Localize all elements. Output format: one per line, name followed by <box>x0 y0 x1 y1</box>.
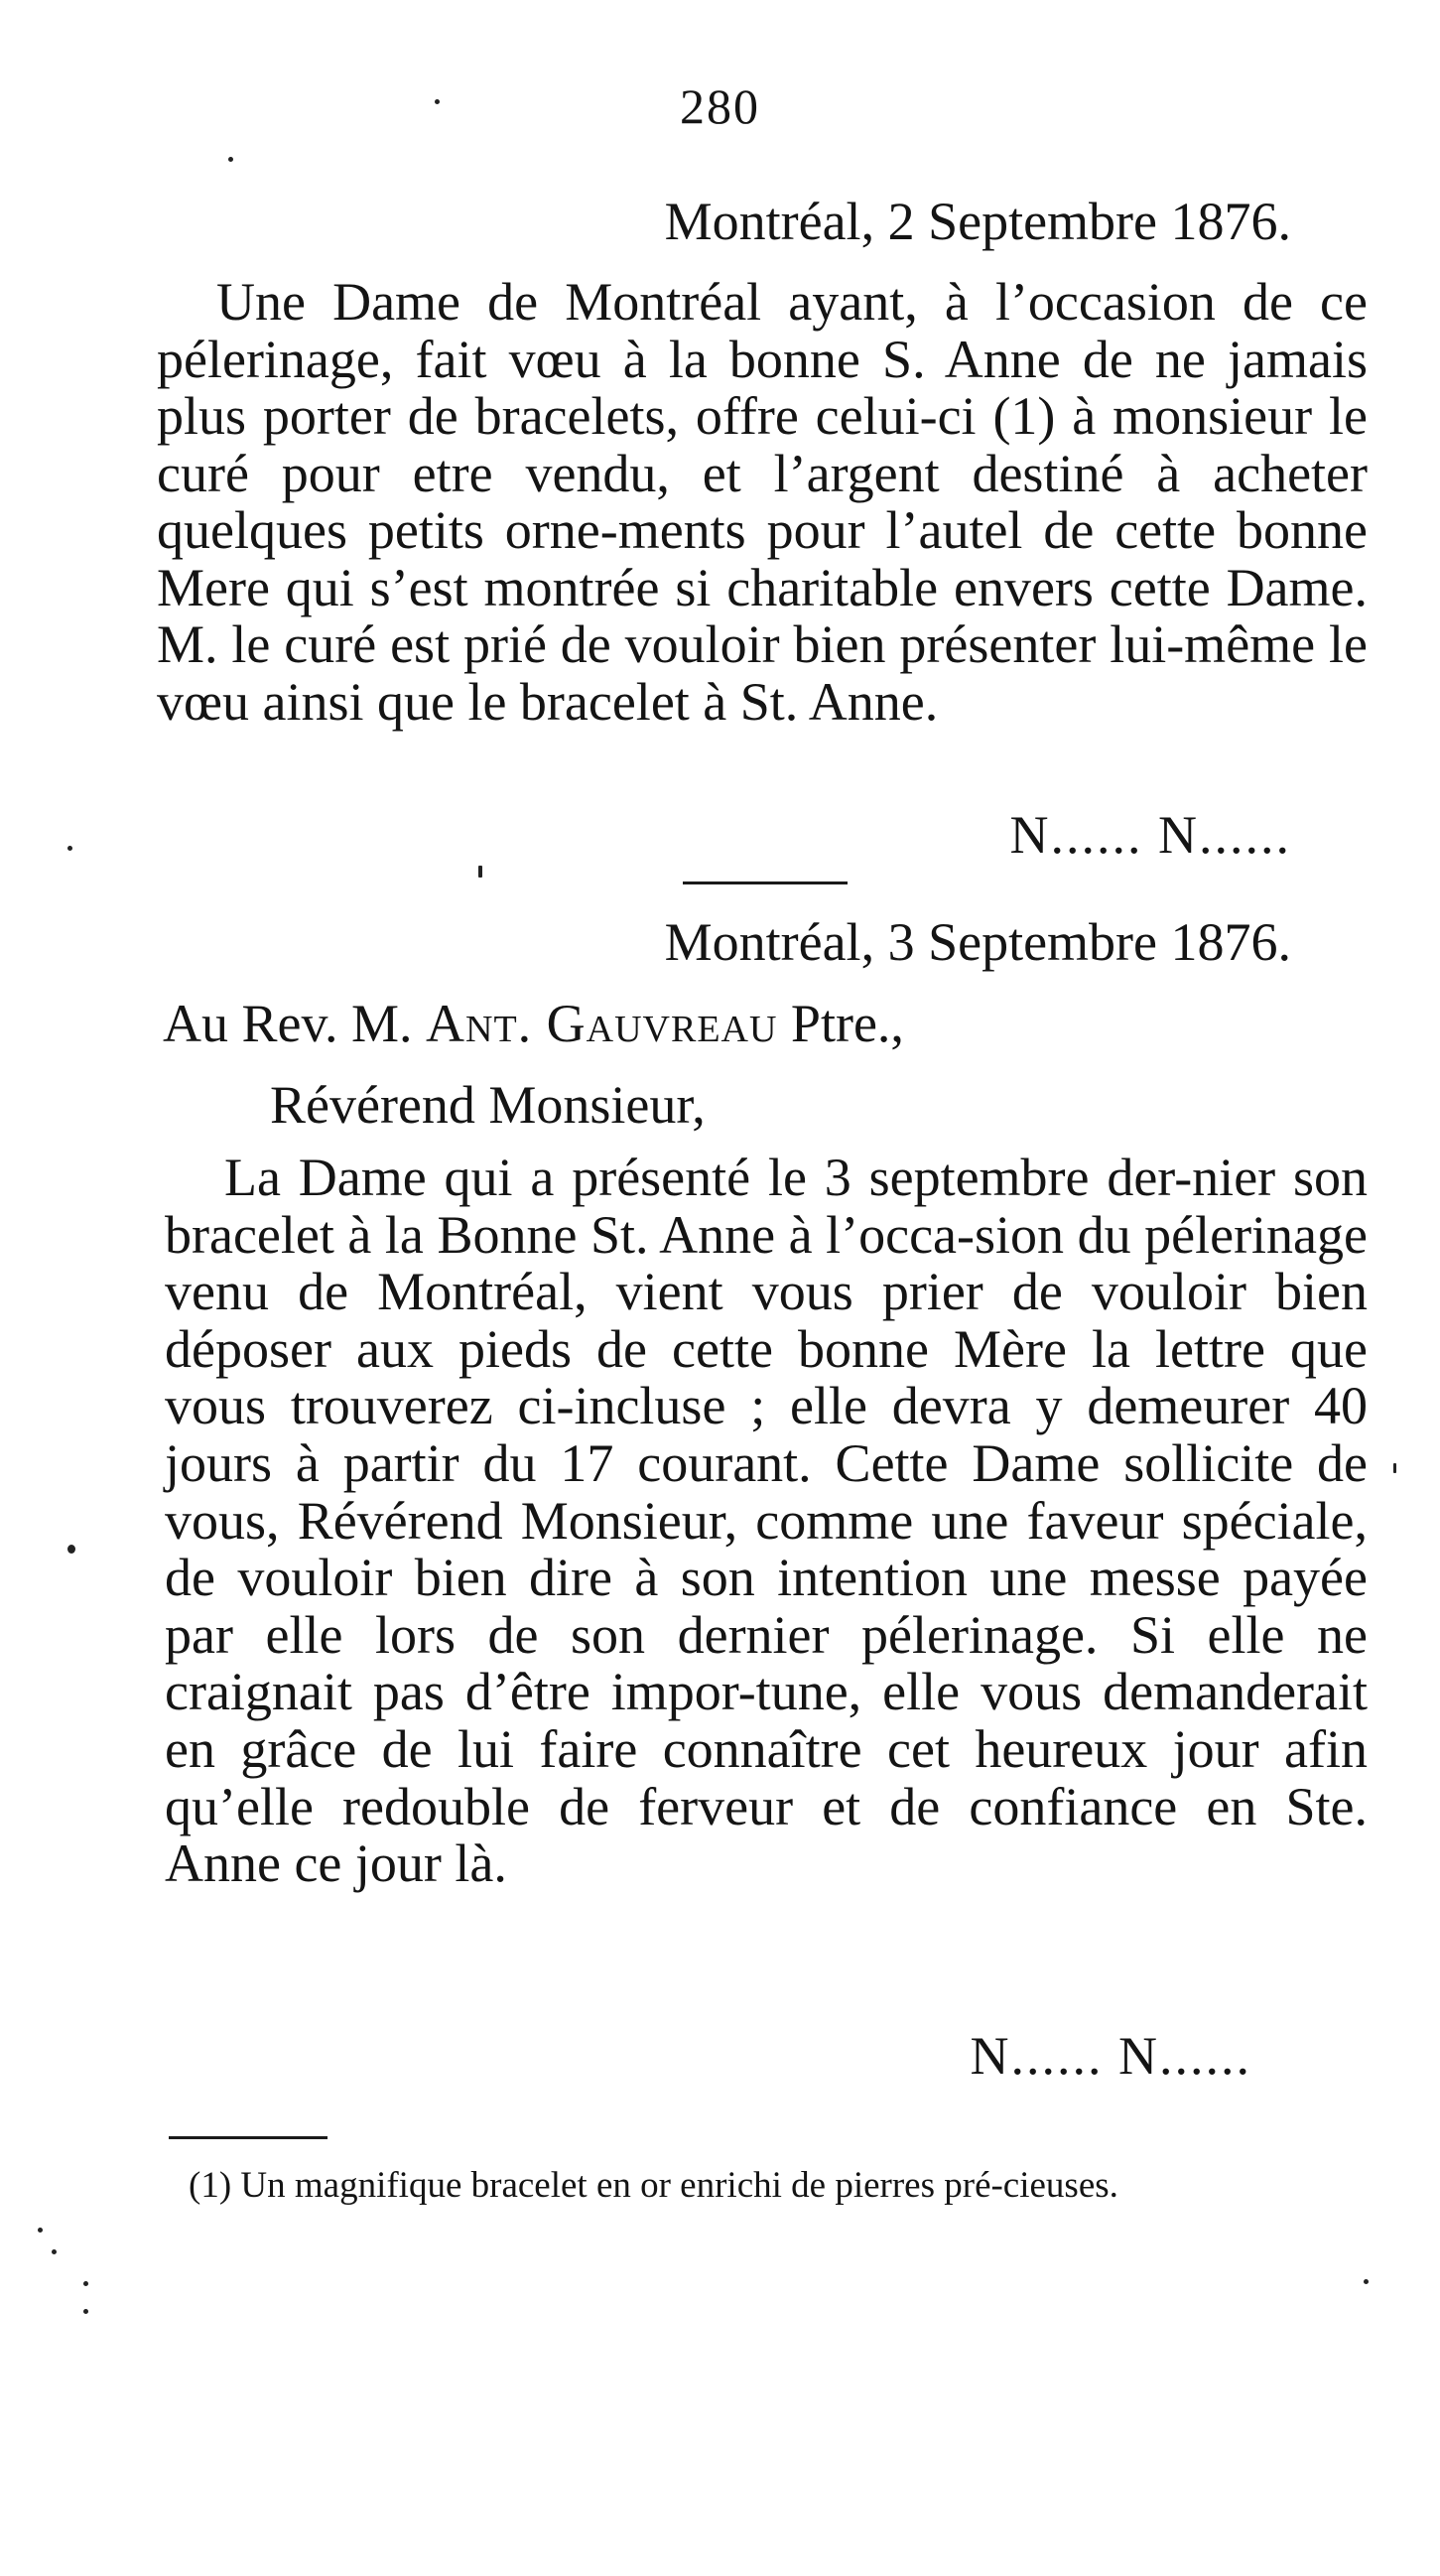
letter-2-body: La Dame qui a présenté le 3 septembre der-nier son bracelet à la Bonne St. Anne à l’occa-sion du pélerinage venu de Montréal, vient vous prier de vouloir bien déposer aux pieds de cette bonne Mère la lettre que vous trouverez ci-incluse ; elle devra y demeurer 40 jours à partir du 17 courant. Cette Dame sollicite de vous, Révérend Monsieur, comme une faveur spéciale, de vouloir bien dire à son intention une messe payée par elle lors de son dernier pélerinage. Si elle ne craignait pas d’être impor-tune, elle vous demanderait en grâce de lui faire connaître cet heureux jour afin qu’elle redouble de ferveur et de confiance en Ste. Anne ce jour là. <box>165 1148 1368 1894</box>
scan-speck <box>38 2228 43 2233</box>
letter-2-signature: N...... N...... <box>970 2026 1251 2086</box>
section-separator <box>683 881 848 884</box>
letter-2-greeting: Révérend Monsieur, <box>270 1075 706 1135</box>
footnote: (1) Un magnifique bracelet en or enrichi de pierres pré-cieuses. <box>189 2165 1118 2206</box>
letter-1-signature: N...... N...... <box>1009 805 1291 865</box>
scan-speck <box>83 2309 88 2314</box>
scan-speck <box>67 846 72 851</box>
scan-speck <box>1364 2279 1369 2284</box>
addressee-prefix: Au Rev. M. <box>163 994 426 1053</box>
page-number: 280 <box>680 78 760 134</box>
scan-speck <box>478 866 482 878</box>
letter-1-body: Une Dame de Montréal ayant, à l’occasion de ce pélerinage, fait vœu à la bonne S. Anne de ne jamais plus porter de bracelets, offre celui-ci (1) à monsieur le curé pour etre vendu, et l’argent destiné à acheter quelques petits orne-ments pour l’autel de cette bonne Mere qui s’est montrée si charitable envers cette Dame. M. le curé est prié de vouloir bien présenter lui-même le vœu ainsi que le bracelet à St. Anne. <box>157 272 1368 732</box>
scan-speck <box>435 99 440 104</box>
addressee-suffix: Ptre., <box>777 994 904 1053</box>
scan-speck <box>228 157 233 162</box>
letter-2-dateline: Montréal, 3 Septembre 1876. <box>664 912 1291 972</box>
addressee-name: Ant. Gauvreau <box>426 994 778 1053</box>
scan-speck <box>1393 1463 1396 1473</box>
scan-speck <box>83 2281 88 2286</box>
letter-1-dateline: Montréal, 2 Septembre 1876. <box>664 192 1291 251</box>
scan-speck <box>52 2249 57 2254</box>
letter-2-addressee <box>163 993 904 1054</box>
scan-speck <box>67 1545 75 1554</box>
footnote-rule <box>169 2136 327 2139</box>
